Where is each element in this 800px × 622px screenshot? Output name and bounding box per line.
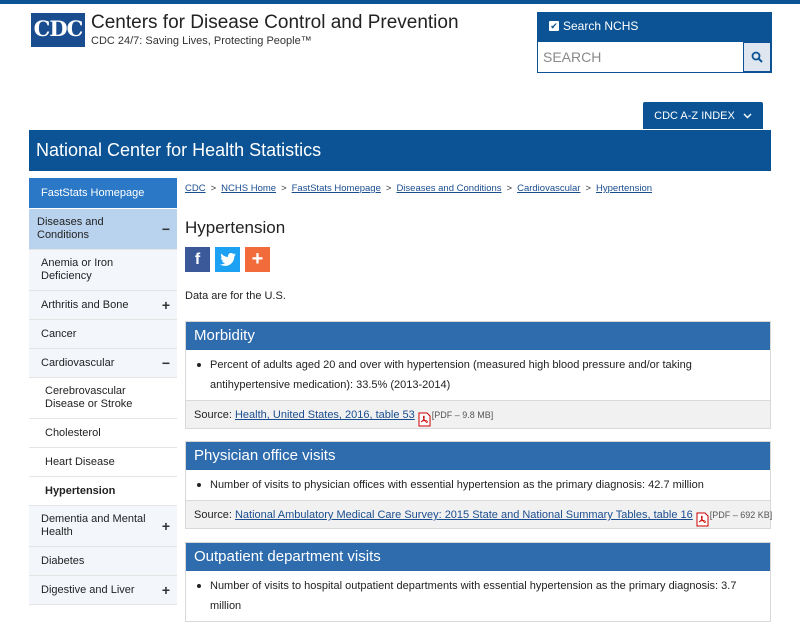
source-label: Source:: [194, 509, 232, 521]
search-button[interactable]: [743, 42, 771, 72]
sidebar-item-label: Cardiovascular: [41, 356, 115, 369]
search-scope-label: Search NCHS: [563, 19, 639, 33]
more-share-button[interactable]: [245, 247, 270, 272]
org-name[interactable]: Centers for Disease Control and Prevention: [91, 12, 459, 33]
pdf-icon: [697, 509, 708, 522]
section-heading: Physician office visits: [186, 442, 770, 470]
data-scope-note: Data are for the U.S.: [185, 290, 286, 302]
sidebar-item-cholesterol[interactable]: [29, 419, 177, 448]
facebook-icon: f: [194, 250, 201, 268]
sidebar-item-label: FastStats Homepage: [41, 186, 145, 199]
search-panel: [537, 12, 772, 73]
expand-icon[interactable]: +: [161, 297, 170, 313]
breadcrumb: [185, 183, 652, 194]
sidebar-item-hypertension[interactable]: [29, 477, 177, 506]
file-size: [PDF – 692 KB]: [709, 510, 773, 520]
list-item: Percent of adults aged 20 and over with hypertension (measured high blood pressure and/or taking antihypertensive medication): 33.5% (2013-2014): [210, 355, 762, 395]
breadcrumb-link-cardiovascular[interactable]: Cardiovascular: [517, 183, 581, 194]
sidebar-item-diabetes[interactable]: [29, 547, 177, 576]
plus-icon: +: [251, 248, 264, 270]
expand-icon[interactable]: +: [161, 518, 170, 534]
sidebar-item-faststats-home[interactable]: [29, 178, 177, 209]
expand-icon[interactable]: +: [161, 582, 170, 598]
breadcrumb-link-cdc[interactable]: CDC: [185, 183, 206, 194]
source-link[interactable]: National Ambulatory Medical Care Survey: 2015 State and National Summary Tables, table 16: [234, 509, 693, 521]
sidebar-item-diseases-and-conditions[interactable]: [29, 209, 177, 250]
section-heading: Morbidity: [186, 322, 770, 350]
sidebar-item-cancer[interactable]: [29, 320, 177, 349]
sidebar-item-anemia[interactable]: [29, 250, 177, 291]
sidebar-item-digestive-and-liver[interactable]: [29, 576, 177, 605]
sidebar-item-label: Hypertension: [45, 484, 116, 497]
tagline: CDC 24/7: Saving Lives, Protecting People™: [91, 35, 312, 47]
section-outpatient-department-visits: [185, 542, 771, 622]
pdf-icon: [419, 409, 430, 422]
section-source: [186, 400, 770, 428]
page-title: Hypertension: [185, 218, 286, 237]
az-index-button[interactable]: [643, 102, 763, 129]
breadcrumb-link-nchs-home[interactable]: NCHS Home: [221, 183, 277, 194]
breadcrumb-link-hypertension[interactable]: Hypertension: [596, 183, 653, 194]
twitter-share-button[interactable]: [215, 247, 240, 272]
sidebar-nav: [29, 178, 177, 605]
sidebar-item-label: Anemia or Iron Deficiency: [41, 257, 114, 282]
breadcrumb-separator: >: [506, 183, 513, 194]
sidebar-item-label: Cerebrovascular Disease or Stroke: [45, 385, 133, 410]
sidebar-item-cardiovascular[interactable]: [29, 349, 177, 378]
collapse-icon[interactable]: −: [161, 221, 170, 237]
breadcrumb-separator: >: [210, 183, 217, 194]
social-share-bar: [185, 247, 270, 272]
search-icon: [751, 51, 763, 63]
source-label: Source:: [194, 409, 232, 421]
sidebar-item-dementia-mental-health[interactable]: [29, 506, 177, 547]
breadcrumb-link-diseases[interactable]: Diseases and Conditions: [396, 183, 502, 194]
section-bullets: [186, 571, 770, 621]
sidebar-item-heart-disease[interactable]: [29, 448, 177, 477]
list-item: Number of visits to physician offices with essential hypertension as the primary diagnosis: 42.7 million: [210, 475, 762, 495]
top-accent-bar: [0, 0, 800, 4]
site-banner[interactable]: National Center for Health Statistics: [29, 130, 771, 171]
breadcrumb-separator: >: [281, 183, 287, 194]
section-morbidity: [185, 321, 771, 429]
twitter-icon: [220, 253, 236, 266]
sidebar-item-label: Cholesterol: [45, 426, 101, 439]
collapse-icon[interactable]: −: [161, 355, 170, 371]
section-physician-office-visits: [185, 441, 771, 529]
list-item: Number of visits to hospital outpatient departments with essential hypertension as the primary diagnosis: 3.7 million: [210, 576, 762, 616]
section-source: [186, 500, 773, 528]
section-heading: Outpatient department visits: [186, 543, 770, 571]
search-input[interactable]: [538, 42, 743, 72]
sidebar-item-label: Diseases and Conditions: [37, 216, 104, 241]
sidebar-item-label: Heart Disease: [45, 455, 115, 468]
cdc-logo[interactable]: CDC: [31, 13, 85, 47]
source-link[interactable]: Health, United States, 2016, table 53: [234, 409, 415, 421]
sidebar-item-label: Dementia and Mental Health: [41, 513, 146, 538]
chevron-down-icon: [743, 113, 752, 119]
section-bullets: [186, 470, 770, 500]
breadcrumb-separator: >: [585, 183, 592, 194]
file-size: [PDF – 9.8 MB]: [431, 410, 494, 420]
sidebar-item-label: Cancer: [41, 327, 77, 340]
sidebar-item-label: Diabetes: [41, 554, 85, 567]
sidebar-item-arthritis-and-bone[interactable]: [29, 291, 177, 320]
breadcrumb-link-faststats[interactable]: FastStats Homepage: [291, 183, 381, 194]
sidebar-item-cerebrovascular[interactable]: [29, 378, 177, 419]
sidebar-item-label: Arthritis and Bone: [41, 298, 129, 311]
az-index-label: CDC A-Z INDEX: [654, 109, 735, 122]
breadcrumb-separator: >: [385, 183, 392, 194]
section-bullets: [186, 350, 770, 400]
facebook-share-button[interactable]: [185, 247, 210, 272]
search-scope-checkbox[interactable]: ✔: [550, 21, 558, 31]
sidebar-item-label: Digestive and Liver: [41, 583, 135, 596]
